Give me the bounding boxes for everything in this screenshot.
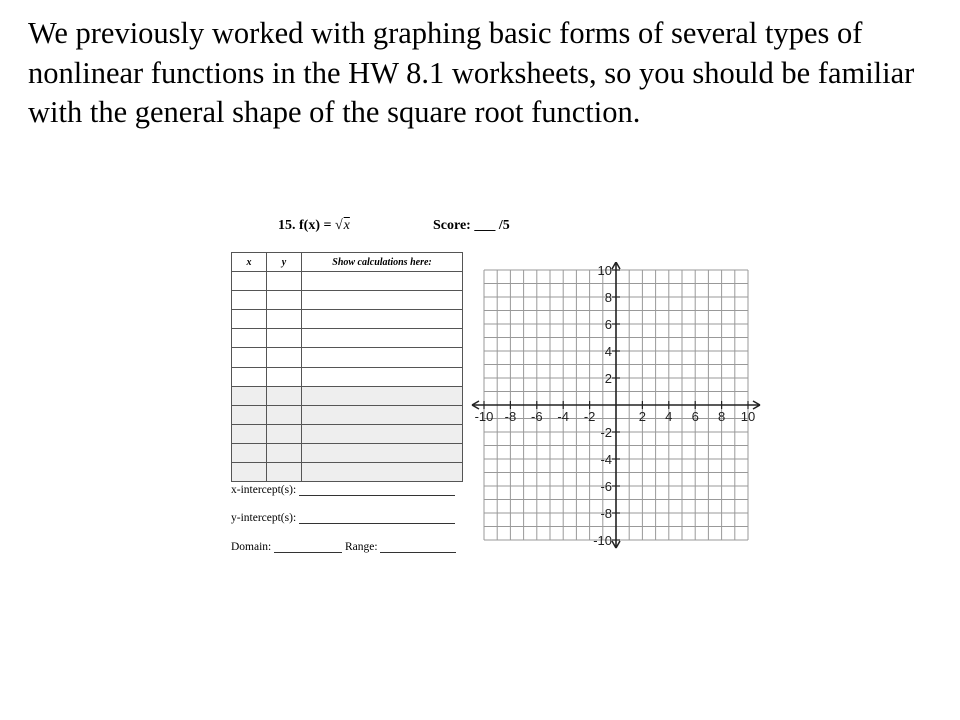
y-intercepts-blank[interactable] bbox=[299, 512, 455, 524]
y-tick-label: -8 bbox=[600, 506, 612, 521]
table-row bbox=[232, 424, 463, 443]
y-tick-label: 4 bbox=[604, 344, 612, 359]
table-cell[interactable] bbox=[302, 443, 463, 462]
table-row bbox=[232, 348, 463, 367]
table-cell[interactable] bbox=[232, 348, 267, 367]
x-intercepts-label: x-intercept(s): bbox=[231, 484, 297, 496]
x-tick-label: 4 bbox=[665, 409, 673, 424]
coordinate-grid bbox=[466, 262, 766, 556]
table-cell[interactable] bbox=[267, 310, 302, 329]
y-tick-label: 10 bbox=[597, 263, 612, 278]
x-tick-label: -6 bbox=[531, 409, 543, 424]
table-cell[interactable] bbox=[232, 272, 267, 291]
y-tick-label: 8 bbox=[604, 290, 612, 305]
table-cell[interactable] bbox=[267, 443, 302, 462]
score-label: Score: ___ /5 bbox=[433, 218, 510, 233]
table-cell[interactable] bbox=[267, 329, 302, 348]
table-cell[interactable] bbox=[302, 310, 463, 329]
x-tick-label: 6 bbox=[691, 409, 699, 424]
table-row bbox=[232, 443, 463, 462]
y-intercepts-line bbox=[231, 512, 455, 524]
table-row bbox=[232, 405, 463, 424]
y-intercepts-label: y-intercept(s): bbox=[231, 512, 297, 524]
table-cell[interactable] bbox=[302, 386, 463, 405]
axes bbox=[472, 262, 760, 548]
table-cell[interactable] bbox=[232, 310, 267, 329]
table-cell[interactable] bbox=[267, 463, 302, 482]
range-blank[interactable] bbox=[380, 541, 456, 553]
y-tick-label: -6 bbox=[600, 479, 612, 494]
table-cell[interactable] bbox=[302, 291, 463, 310]
table-cell[interactable] bbox=[302, 348, 463, 367]
table-row bbox=[232, 367, 463, 386]
table-cell[interactable] bbox=[302, 424, 463, 443]
table-cell[interactable] bbox=[267, 348, 302, 367]
table-row bbox=[232, 310, 463, 329]
table-cell[interactable] bbox=[302, 463, 463, 482]
range-label: Range: bbox=[345, 541, 378, 553]
table-header-y: y bbox=[267, 253, 302, 272]
table-row bbox=[232, 272, 463, 291]
domain-range-line bbox=[231, 541, 456, 553]
x-intercepts-blank[interactable] bbox=[299, 484, 455, 496]
x-tick-label: 8 bbox=[717, 409, 726, 424]
problem-label bbox=[278, 218, 350, 234]
x-tick-label: -8 bbox=[504, 409, 517, 424]
x-tick-label: -4 bbox=[557, 409, 569, 424]
table-cell[interactable] bbox=[302, 367, 463, 386]
y-tick-label: -2 bbox=[600, 425, 612, 440]
table-row bbox=[232, 463, 463, 482]
table-cell[interactable] bbox=[232, 443, 267, 462]
calculation-table bbox=[231, 252, 463, 482]
table-cell[interactable] bbox=[267, 405, 302, 424]
y-tick-label: 6 bbox=[604, 317, 612, 332]
y-tick-label: 2 bbox=[604, 371, 612, 386]
x-tick-label: -2 bbox=[583, 409, 596, 424]
table-cell[interactable] bbox=[267, 386, 302, 405]
y-tick-label: -10 bbox=[593, 533, 612, 548]
x-intercepts-line bbox=[231, 484, 455, 496]
table-header-calculations: Show calculations here: bbox=[302, 253, 463, 272]
table-cell[interactable] bbox=[267, 367, 302, 386]
domain-label: Domain: bbox=[231, 541, 272, 553]
table-cell[interactable] bbox=[267, 272, 302, 291]
table-cell[interactable] bbox=[302, 272, 463, 291]
x-tick-label: 10 bbox=[740, 409, 756, 424]
table-row bbox=[232, 329, 463, 348]
problem-number-label: 15. f(x) = bbox=[278, 218, 332, 233]
table-cell[interactable] bbox=[232, 367, 267, 386]
table-cell[interactable] bbox=[267, 424, 302, 443]
table-header-x: x bbox=[232, 253, 267, 272]
domain-blank[interactable] bbox=[274, 541, 342, 553]
intro-paragraph: We previously worked with graphing basic forms of several types of nonlinear functions in the HW 8.1 worksheets, so you should be familiar with the general shape of the square root function. bbox=[28, 16, 915, 129]
table-row bbox=[232, 386, 463, 405]
table-cell[interactable] bbox=[302, 329, 463, 348]
radical-symbol: √ bbox=[334, 218, 343, 233]
table-cell[interactable] bbox=[232, 291, 267, 310]
table-cell[interactable] bbox=[267, 291, 302, 310]
radicand: x bbox=[343, 218, 350, 233]
table-cell[interactable] bbox=[232, 405, 267, 424]
function-expression bbox=[335, 218, 350, 233]
table-row bbox=[232, 291, 463, 310]
x-tick-label: 2 bbox=[638, 409, 647, 424]
table-cell[interactable] bbox=[232, 463, 267, 482]
table-cell[interactable] bbox=[232, 424, 267, 443]
table-cell[interactable] bbox=[302, 405, 463, 424]
x-tick-label: -10 bbox=[474, 409, 494, 424]
table-cell[interactable] bbox=[232, 386, 267, 405]
y-tick-label: -4 bbox=[600, 452, 612, 467]
table-cell[interactable] bbox=[232, 329, 267, 348]
